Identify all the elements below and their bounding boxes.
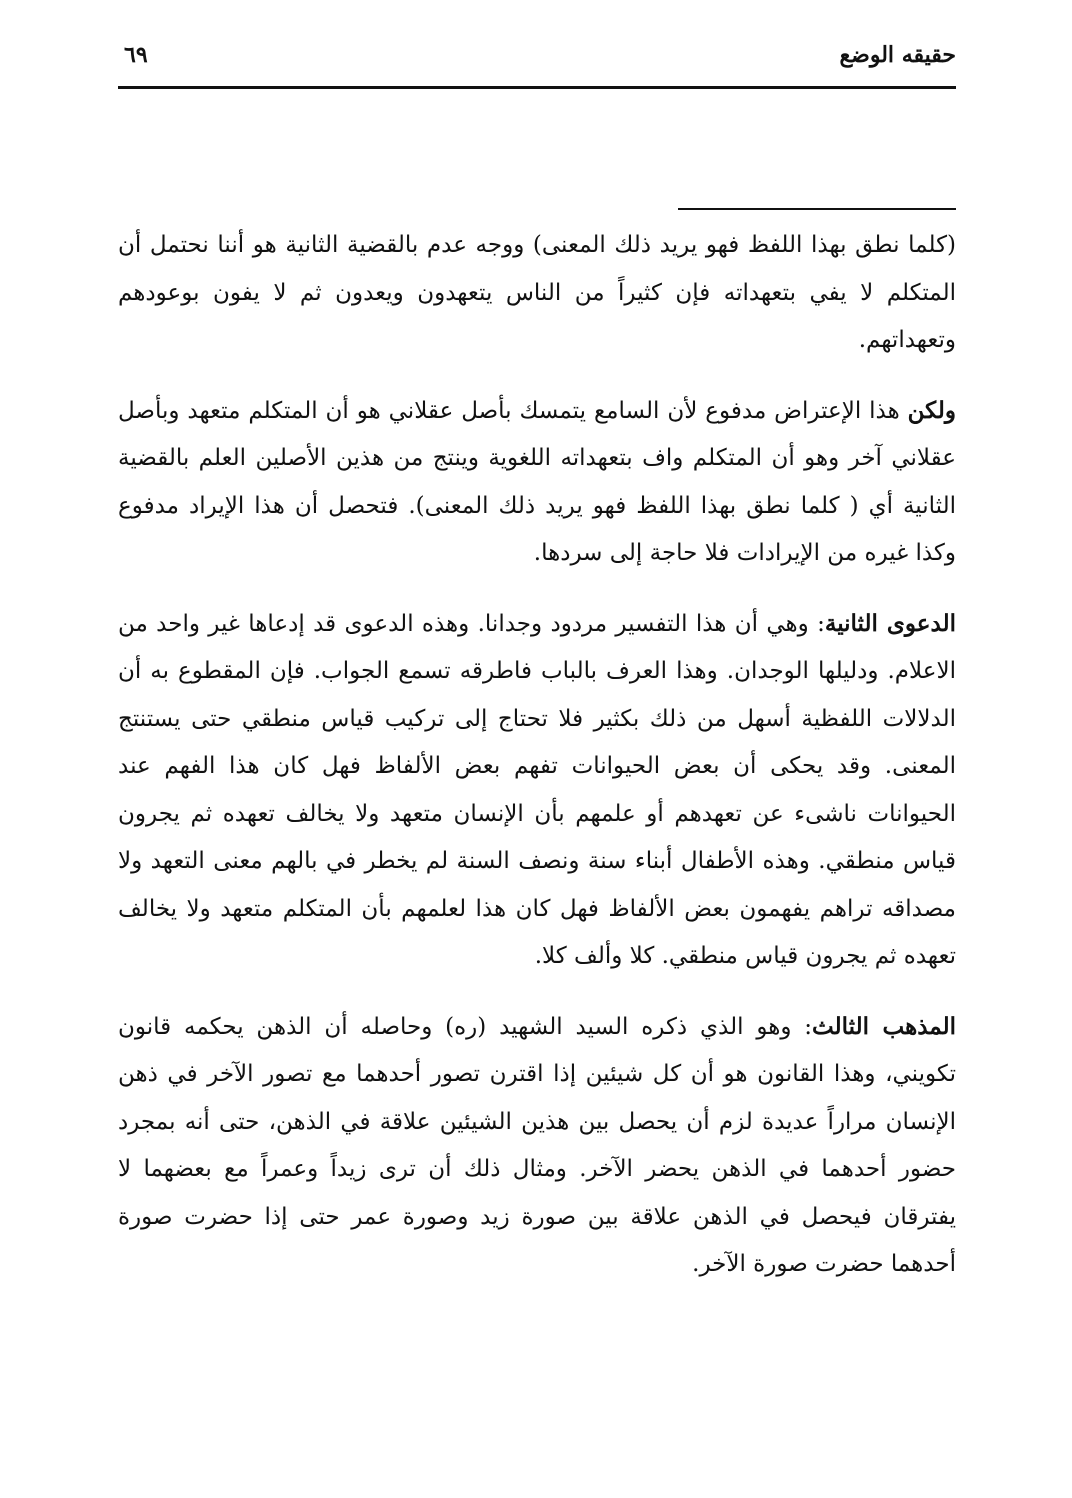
paragraph-2: [118, 387, 956, 578]
paragraph-3-lead: الدعوى الثانية: [824, 609, 956, 637]
paragraph-1-text: (كلما نطق بهذا اللفظ فهو يريد ذلك المعنى) ووجه عدم بالقضية الثانية هو أننا نحتمل أن المتكلم لا يفي بتعهداته فإن كثيراً من الناس يتعهدون ويعدون ثم لا يفون بوعودهم وتعهداتهم.: [118, 232, 956, 353]
body-text: [118, 222, 956, 1289]
paragraph-3: [118, 600, 956, 981]
paragraph-4: [118, 1003, 956, 1289]
header-title: حقيقه الوضع: [839, 42, 956, 68]
page-number: ٦٩: [124, 42, 148, 68]
paragraph-4-text: : وهو الذي ذكره السيد الشهيد (ره) وحاصله أن الذهن يحكمه قانون تكويني، وهذا القانون هو أن كل شيئين إذا اقترن تصور أحدهما مع تصور الآخر في ذهن الإنسان مراراً عديدة لزم أن يحصل بين هذين الشيئين علاقة في الذهن، حتى أنه بمجرد حضور أحدهما في الذهن يحضر الآخر. ومثال ذلك أن ترى زيداً وعمراً مع بعضهما لا يفترقان فيحصل في الذهن علاقة بين صورة زيد وصورة عمر حتى إذا حضرت صورة أحدهما حضرت صورة الآخر.: [118, 1013, 956, 1277]
footnote-separator: [678, 208, 956, 210]
paragraph-1: [118, 222, 956, 365]
paragraph-2-text: هذا الإعتراض مدفوع لأن السامع يتمسك بأصل عقلاني هو أن المتكلم متعهد وبأصل عقلاني آخر وهو أن المتكلم واف بتعهداته اللغوية وينتج من هذين الأصلين العلم بالقضية الثانية أي ( كلما نطق بهذا اللفظ فهو يريد ذلك المعنى). فتحصل أن هذا الإيراد مدفوع وكذا غيره من الإيرادات فلا حاجة إلى سردها.: [118, 397, 956, 566]
paragraph-4-lead: المذهب الثالث: [812, 1012, 956, 1040]
running-header: [118, 40, 956, 86]
paragraph-3-text: : وهي أن هذا التفسير مردود وجدانا. وهذه الدعوى قد إدعاها غير واحد من الاعلام. ودليلها الوجدان. وهذا العرف بالباب فاطرقه تسمع الجواب. فإن المقطوع به أن الدلالات اللفظية أسهل من ذلك بكثير فلا تحتاج إلى تركيب قياس منطقي حتى يستنتج المعنى. وقد يحكى أن بعض الحيوانات تفهم بعض الألفاظ فهل كان هذا الفهم عند الحيوانات ناشىء عن تعهدهم أو علمهم بأن الإنسان متعهد ولا يخالف تعهده ثم يجرون قياس منطقي. وهذه الأطفال أبناء سنة ونصف السنة لم يخطر في بالهم معنى التعهد ولا مصداقه تراهم يفهمون بعض الألفاظ فهل كان هذا لعلمهم بأن المتكلم متعهد ولا يخالف تعهده ثم يجرون قياس منطقي. كلا وألف كلا.: [118, 610, 956, 969]
header-rule: [118, 86, 956, 89]
paragraph-2-lead: ولكن: [907, 396, 956, 424]
